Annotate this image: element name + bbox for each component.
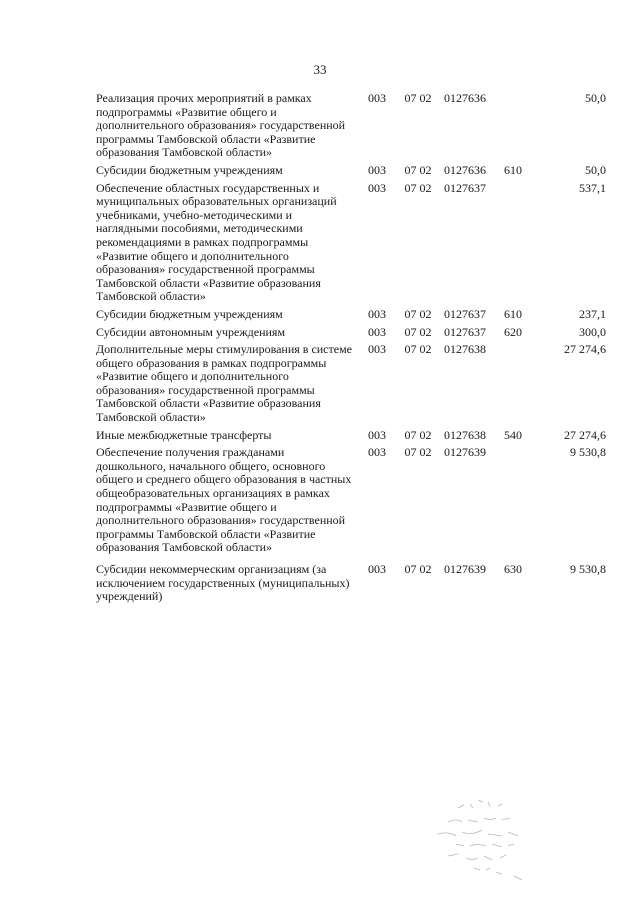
- amount: 50,0: [585, 91, 606, 105]
- target-code: 0127639: [444, 562, 486, 576]
- amount: 237,1: [579, 306, 606, 321]
- target-code: 0127637: [444, 306, 486, 321]
- table-row: [96, 308, 606, 322]
- section-code: 07 02: [404, 306, 432, 321]
- target-code: 0127639: [444, 445, 486, 460]
- table-row: [96, 326, 606, 340]
- expense-name: Реализация прочих мероприятий в рамках подпрограммы «Развитие общего и дополнительного образования» государственной программы Тамбовской области «Развитие образования Тамбовской области»: [96, 91, 346, 160]
- expense-type-code: 540: [504, 427, 522, 442]
- expense-name: Дополнительные меры стимулирования в системе общего образования в рамках подпрограммы «Развитие общего и дополнительного образования» государственной программы Тамбовской области «Развитие образования Тамбовской области»: [96, 342, 353, 425]
- table-row: [96, 343, 606, 425]
- ministry-code: 003: [368, 306, 386, 321]
- ministry-code: 003: [368, 427, 386, 442]
- expense-name: Обеспечение областных государственных и муниципальных образовательных организаций учебниками, учебно-методическими и наглядными пособиями, методическими рекомендациями в рамках подпрограммы «Развитие общего и дополнительного образования» государственной программы Тамбовской области «Развитие образования Тамбовской области»: [96, 180, 337, 304]
- section-code: 07 02: [404, 324, 432, 339]
- amount: 9 530,8: [570, 445, 606, 460]
- target-code: 0127636: [444, 91, 486, 105]
- expense-name: Иные межбюджетные трансферты: [96, 427, 272, 442]
- section-code: 07 02: [404, 180, 432, 195]
- section-code: 07 02: [404, 562, 432, 576]
- section-code: 07 02: [404, 162, 432, 177]
- section-code: 07 02: [404, 427, 432, 442]
- expense-type-code: 610: [504, 306, 522, 321]
- ministry-code: 003: [368, 162, 386, 177]
- target-code: 0127638: [444, 427, 486, 442]
- target-code: 0127636: [444, 162, 486, 177]
- expense-name: Субсидии некоммерческим организациям (за исключением государственных (муниципальных) учреждений): [96, 562, 350, 604]
- expense-type-code: 620: [504, 324, 522, 339]
- expense-name: Субсидии автономным учреждениям: [96, 324, 286, 339]
- table-row: [96, 563, 606, 604]
- amount: 9 530,8: [570, 562, 606, 576]
- table-row: [96, 182, 606, 304]
- table-row: [96, 446, 606, 555]
- table-row: [96, 164, 606, 178]
- expense-name: Субсидии бюджетным учреждениям: [96, 162, 283, 177]
- target-code: 0127637: [444, 180, 486, 195]
- expense-name: Обеспечение получения гражданами дошкольного, начального общего, основного общего и среднего общего образования в частных общеобразовательных организациях в рамках подпрограммы «Развитие общего и дополнительного образования» государственной программы Тамбовской области «Развитие образования Тамбовской области»: [96, 445, 352, 555]
- table-row: [96, 429, 606, 443]
- ministry-code: 003: [368, 324, 386, 339]
- table-row: [96, 92, 606, 160]
- target-code: 0127638: [444, 342, 486, 357]
- budget-table: [96, 92, 606, 608]
- ministry-code: 003: [368, 562, 386, 576]
- amount: 300,0: [579, 324, 606, 339]
- expense-type-code: 610: [504, 162, 522, 177]
- section-code: 07 02: [404, 445, 432, 460]
- section-code: 07 02: [404, 91, 432, 105]
- amount: 27 274,6: [564, 427, 606, 442]
- page-number: 33: [313, 62, 327, 77]
- faint-stamp-mark: [418, 790, 548, 890]
- section-code: 07 02: [404, 342, 432, 357]
- expense-name: Субсидии бюджетным учреждениям: [96, 306, 283, 321]
- amount: 537,1: [579, 180, 606, 195]
- ministry-code: 003: [368, 342, 386, 357]
- ministry-code: 003: [368, 180, 386, 195]
- amount: 27 274,6: [564, 342, 606, 357]
- ministry-code: 003: [368, 445, 386, 460]
- amount: 50,0: [585, 162, 606, 177]
- target-code: 0127637: [444, 324, 486, 339]
- ministry-code: 003: [368, 91, 386, 105]
- expense-type-code: 630: [504, 562, 522, 576]
